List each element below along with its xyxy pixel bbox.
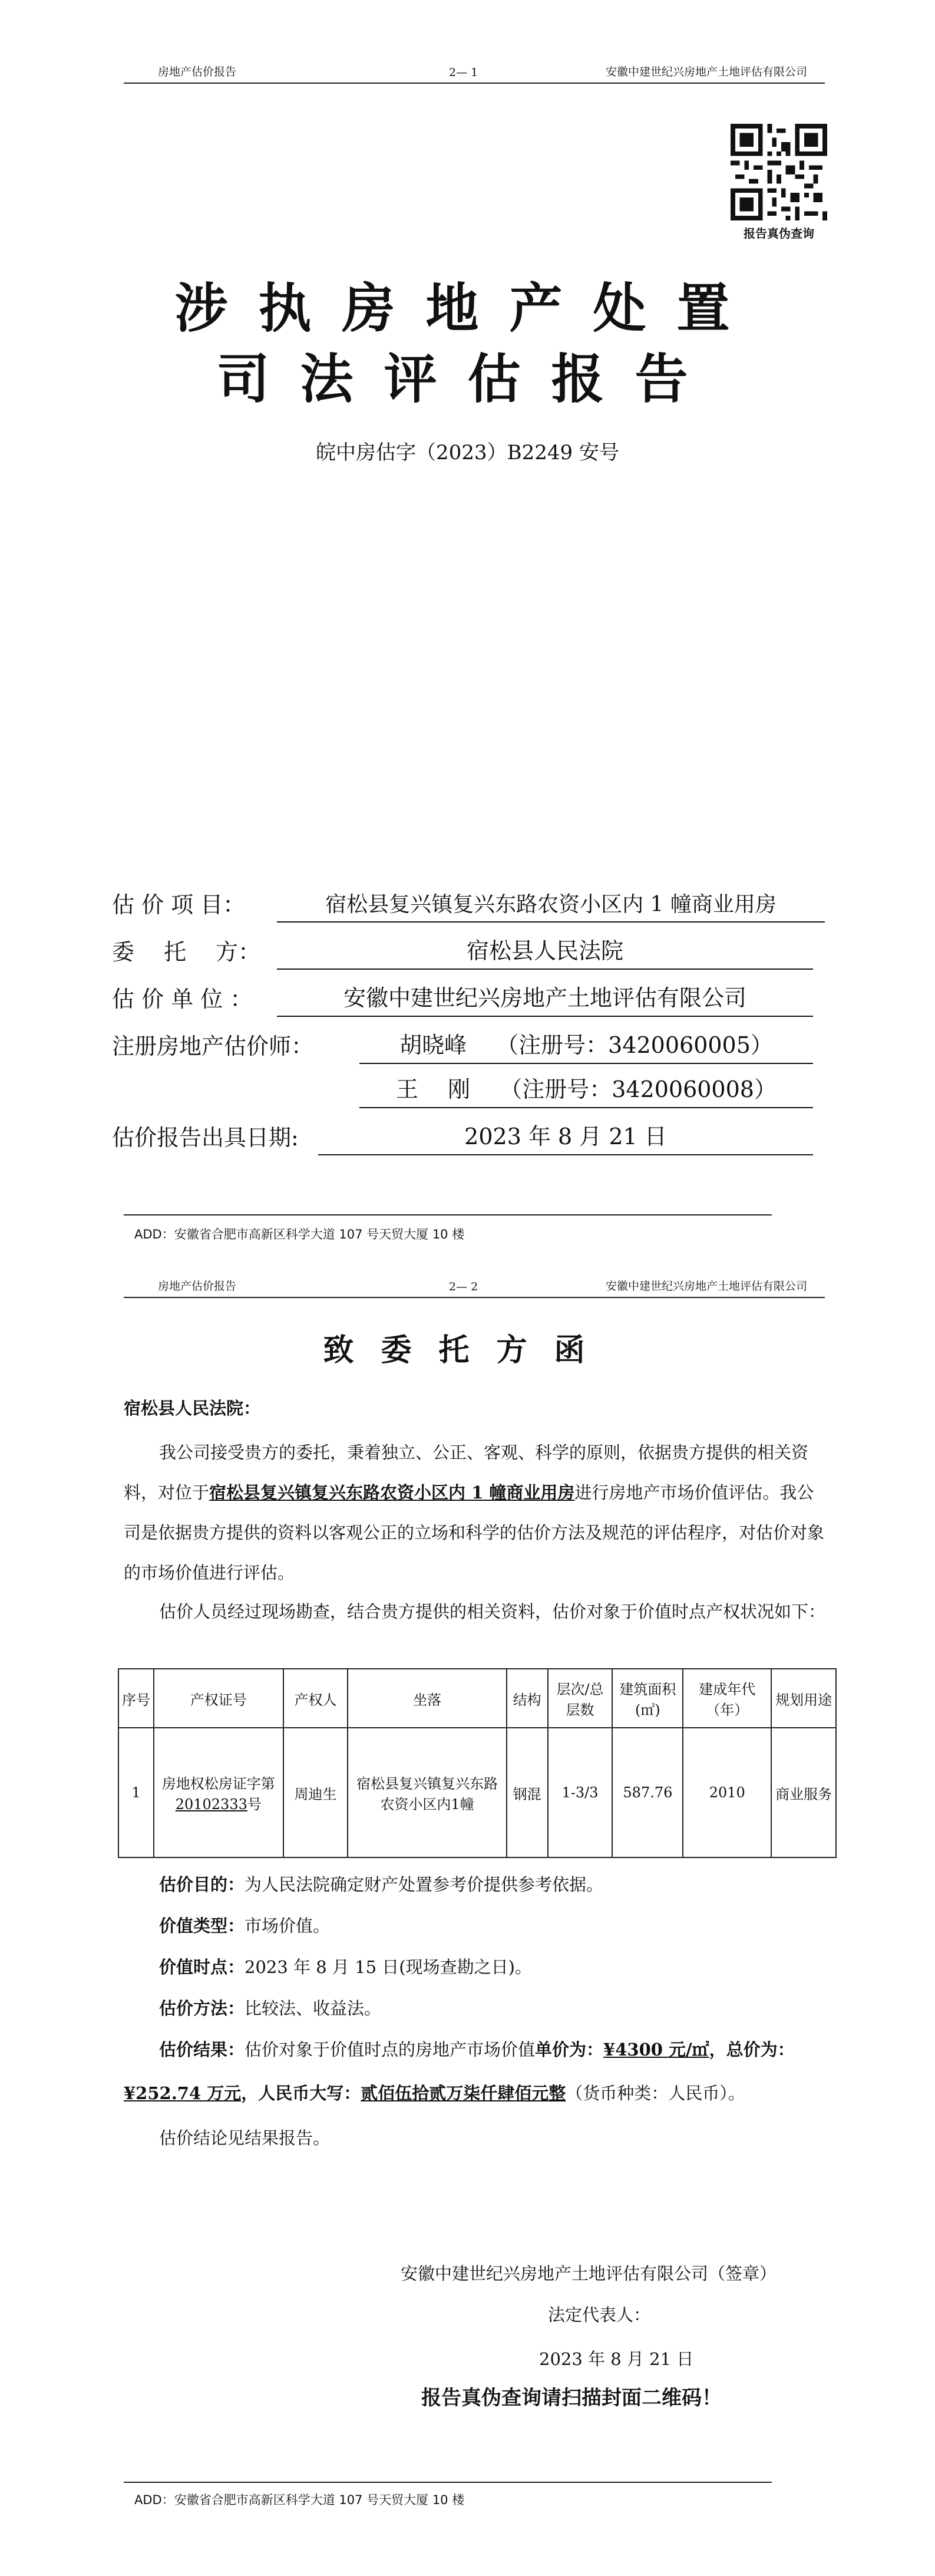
client-label: 委 托 方：: [112, 939, 261, 965]
cell-cert: [154, 1728, 283, 1857]
client-value: 宿松县人民法院: [277, 933, 813, 970]
date-value: 2023 年 8 月 21 日: [318, 1118, 813, 1155]
report-title-line2: 司法评估报告: [216, 348, 719, 410]
method-line: [159, 1995, 381, 2020]
footer-divider: [124, 1214, 772, 1215]
value-time-line: [159, 1954, 532, 1978]
qr-code-icon: [731, 124, 827, 220]
rmb-label: ，人民币大写：: [241, 2083, 361, 2103]
cell-location: 宿松县复兴镇复兴东路农资小区内1幢: [348, 1728, 506, 1857]
cert-suffix: 号: [247, 1796, 262, 1813]
page-header: [124, 59, 825, 84]
letter-page: [0, 1261, 935, 2576]
verify-notice: 报告真伪查询请扫描封面二维码！: [421, 2386, 722, 2410]
col-area: 建筑面积(㎡): [612, 1669, 683, 1728]
project-label: 估 价 项 目：: [112, 892, 246, 918]
cell-no: 1: [118, 1728, 154, 1857]
report-title-line1: 涉执房地产处置: [174, 278, 761, 340]
footer-divider: [124, 2482, 772, 2483]
p1-property-address: 宿松县复兴镇复兴东路农资小区内 1 幢商业用房: [209, 1483, 575, 1503]
table-header-row: [118, 1669, 836, 1728]
p1-text-c: 进行房地产市场价值评估。我公司是依据贵方提供的资料以客观公正的立场和科学的估价方法及规范的评估程序，对估价对象的市场价值进行评估。: [124, 1483, 825, 1583]
result-paragraph: [124, 2028, 831, 2115]
purpose-line: [159, 1872, 603, 1896]
rmb-amount: 贰佰伍拾贰万柒仟肆佰元整: [361, 2083, 566, 2103]
cell-structure: 钢混: [507, 1728, 548, 1857]
letter-paragraph-1: [124, 1432, 831, 1593]
time-label: 价值时点：: [159, 1957, 245, 1977]
unit-value: 安徽中建世纪兴房地产土地评估有限公司: [277, 980, 813, 1017]
cell-use: 商业服务: [771, 1728, 836, 1857]
col-no: 序号: [118, 1669, 154, 1728]
purpose-value: 为人民法院确定财产处置参考价提供参考依据。: [245, 1875, 604, 1895]
appraiser-label: 注册房地产估价师：: [112, 1033, 314, 1059]
value-type-line: [159, 1913, 330, 1937]
col-use: 规划用途: [771, 1669, 836, 1728]
header-page-number: 2— 1: [449, 66, 478, 79]
method-value: 比较法、收益法。: [245, 1998, 382, 2018]
document-number: 皖中房估字（2023）B2249 安号: [316, 441, 619, 465]
signer: 安徽中建世纪兴房地产土地评估有限公司（签章）: [401, 2264, 777, 2284]
cert-prefix: 房地权松房证字第: [161, 1775, 275, 1792]
page-header: [124, 1273, 825, 1298]
cell-area: 587.76: [612, 1728, 683, 1857]
method-label: 估价方法：: [159, 1998, 245, 2018]
letter-title: 致委托方函: [323, 1333, 612, 1368]
col-cert: 产权证号: [154, 1669, 283, 1728]
cover-page: [0, 0, 935, 1261]
time-value: 2023 年 8 月 15 日(现场查勘之日)。: [245, 1957, 532, 1977]
p1-text-a: 我公司接受贵方的委托，秉着独立、公正、客观、科学的原则，依据贵方提供的相关资料，对位于: [124, 1442, 809, 1503]
addressee: 宿松县人民法院：: [124, 1398, 261, 1418]
total-price: ¥252.74 万元: [124, 2083, 242, 2103]
col-owner: 产权人: [283, 1669, 348, 1728]
cell-floors: 1-3/3: [548, 1728, 613, 1857]
unit-price-label: 单价为：: [535, 2040, 604, 2060]
header-company: 安徽中建世纪兴房地产土地评估有限公司: [605, 65, 807, 78]
letter-paragraph-2: 估价人员经过现场勘查，结合贵方提供的相关资料，估价对象于价值时点产权状况如下：: [159, 1602, 826, 1622]
field-client: [112, 934, 813, 970]
property-table: [118, 1668, 837, 1858]
col-location: 坐落: [348, 1669, 506, 1728]
conclusion-line: 估价结论见结果报告。: [159, 2128, 331, 2148]
footer-address: ADD：安徽省合肥市高新区科学大道 107 号天贸大厦 10 楼: [134, 1227, 465, 1241]
col-structure: 结构: [507, 1669, 548, 1728]
field-appraiser: [112, 1029, 813, 1064]
table-row: [118, 1728, 836, 1857]
result-label: 估价结果：: [159, 2040, 245, 2060]
header-page-number: 2— 2: [449, 1280, 478, 1293]
header-left: 房地产估价报告: [158, 1280, 237, 1293]
currency-note: （货币种类：人民币）。: [566, 2083, 745, 2103]
field-project: [112, 887, 825, 923]
result-text: 估价对象于价值时点的房地产市场价值: [245, 2040, 536, 2060]
date-label: 估价报告出具日期:: [112, 1125, 299, 1151]
appraiser-2: 王 刚 （注册号：3420060008）: [359, 1071, 813, 1108]
cell-owner: 周迪生: [283, 1728, 348, 1857]
col-year: 建成年代（年）: [683, 1669, 771, 1728]
cell-year: 2010: [683, 1728, 771, 1857]
col-floors: 层次/总层数: [548, 1669, 613, 1728]
letter-date: 2023 年 8 月 21 日: [539, 2349, 694, 2369]
cert-number: 20102333: [175, 1796, 247, 1813]
field-unit: [112, 981, 813, 1017]
header-left: 房地产估价报告: [158, 65, 237, 78]
field-date: [112, 1120, 813, 1155]
total-label: ，总价为：: [709, 2040, 795, 2060]
footer-address: ADD：安徽省合肥市高新区科学大道 107 号天贸大厦 10 楼: [134, 2493, 465, 2507]
type-value: 市场价值。: [245, 1916, 331, 1936]
qr-caption: 报告真伪查询: [744, 226, 814, 241]
unit-label: 估 价 单 位 ：: [112, 986, 253, 1012]
appraiser-1: 胡晓峰 （注册号：3420060005）: [359, 1027, 813, 1064]
field-appraiser-2: [112, 1073, 813, 1108]
unit-price: ¥4300 元/㎡: [603, 2040, 709, 2060]
type-label: 价值类型：: [159, 1916, 245, 1936]
purpose-label: 估价目的：: [159, 1875, 245, 1895]
project-value: 宿松县复兴镇复兴东路农资小区内 1 幢商业用房: [277, 888, 825, 923]
legal-representative: 法定代表人：: [548, 2305, 651, 2325]
header-company: 安徽中建世纪兴房地产土地评估有限公司: [605, 1280, 807, 1293]
